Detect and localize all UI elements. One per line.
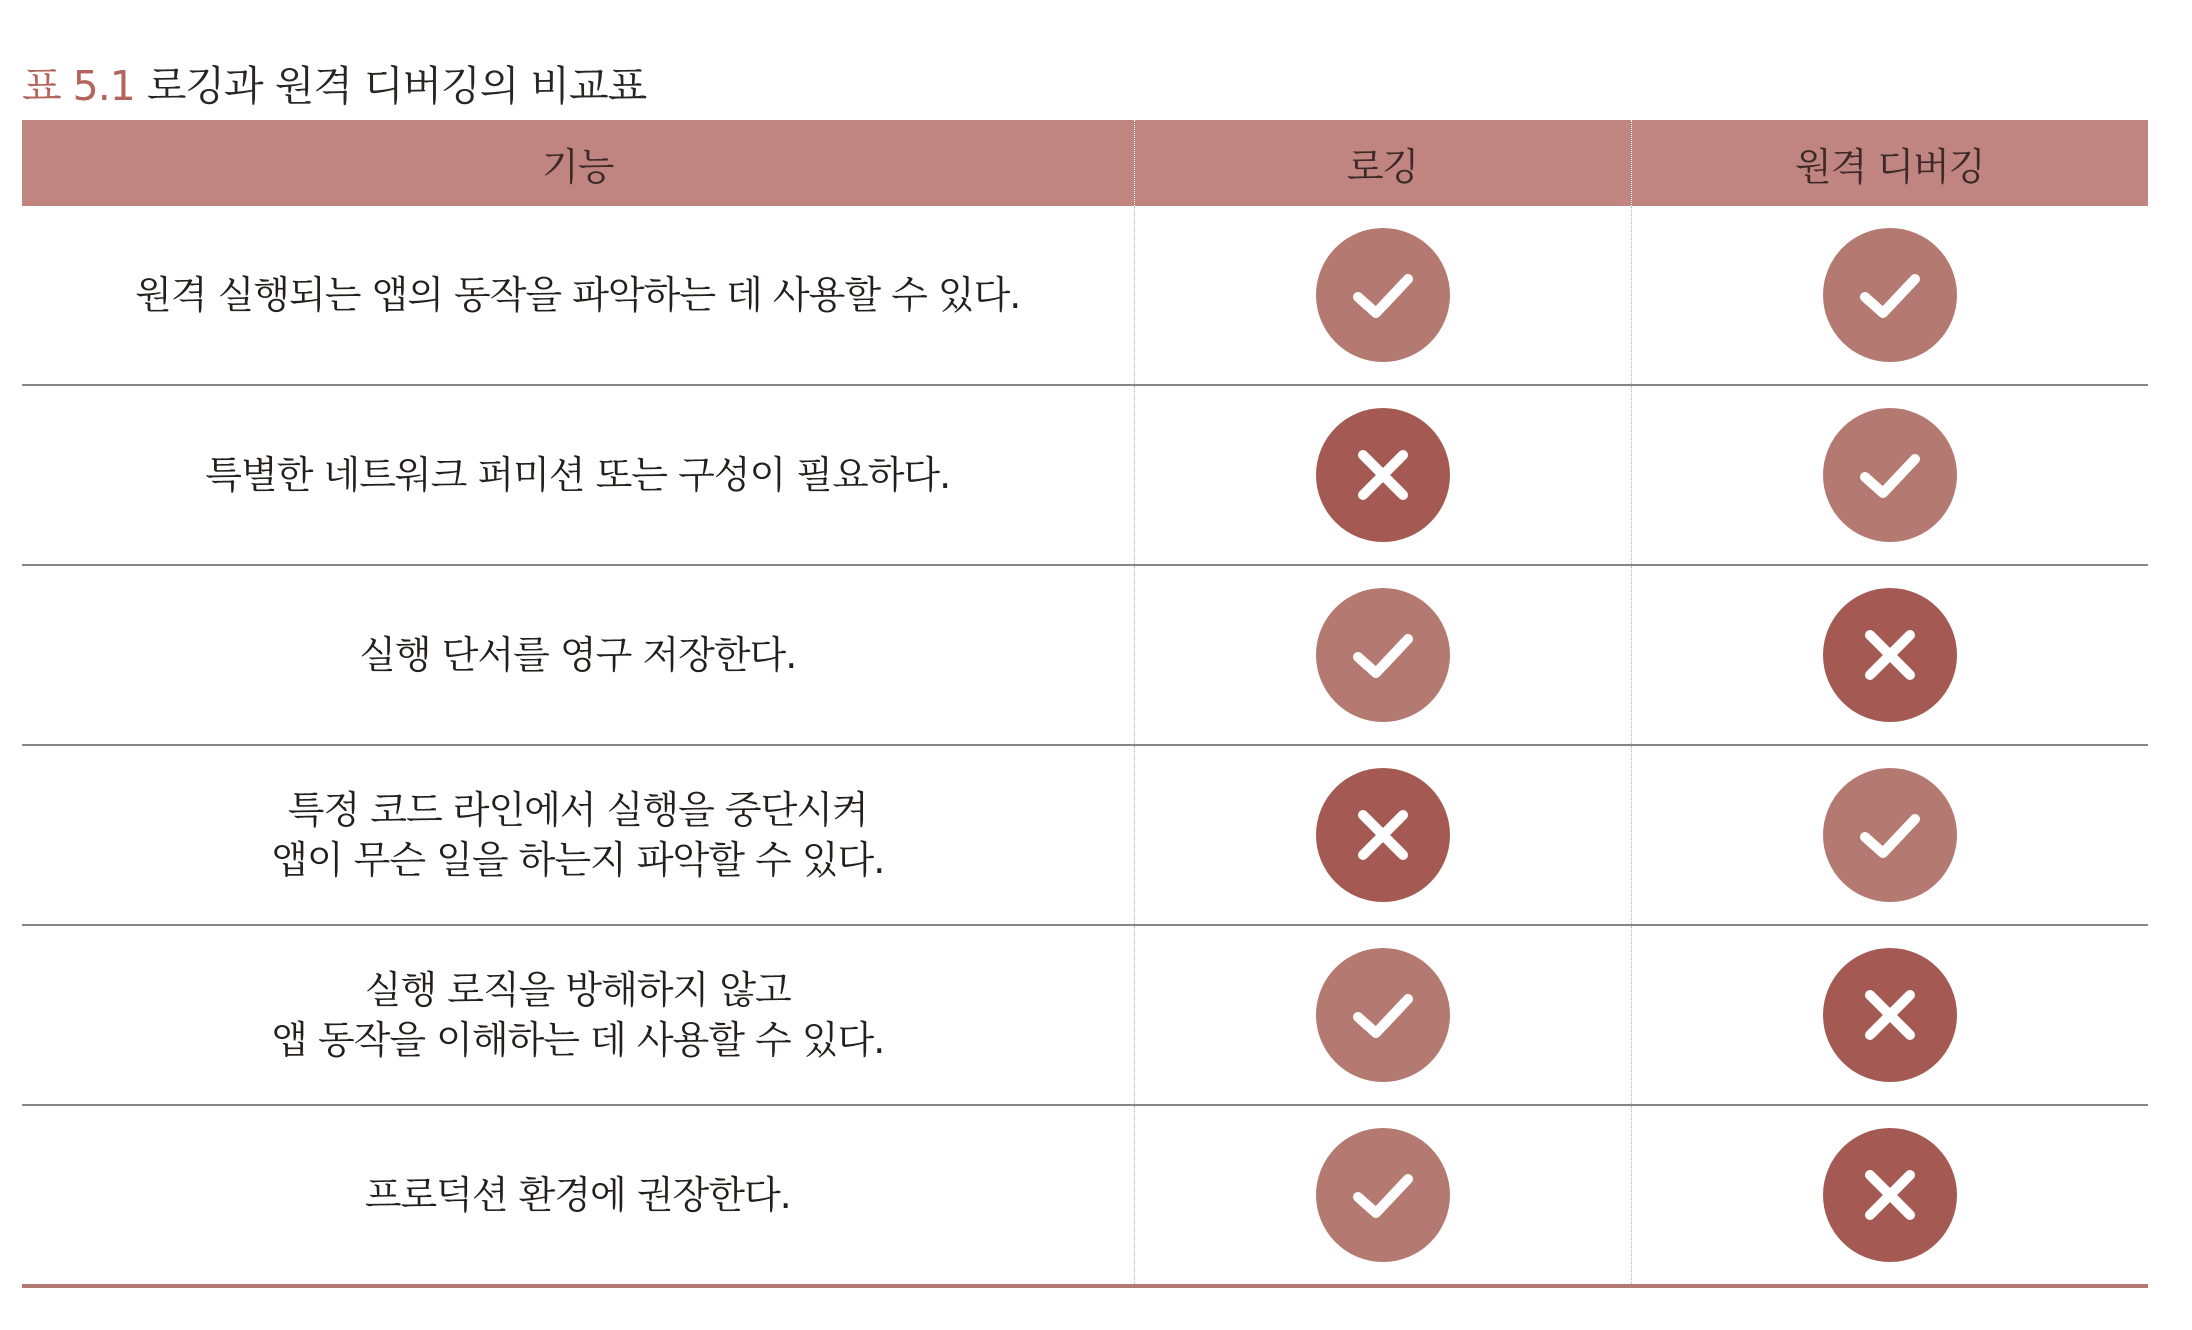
feature-text: 특별한 네트워크 퍼미션 또는 구성이 필요하다.: [205, 453, 951, 497]
table-header-row: [22, 120, 2148, 206]
header-logging: 로깅: [1134, 120, 1631, 206]
logging-mark: [1316, 948, 1450, 1082]
cross-icon: [1348, 800, 1418, 870]
logging-cell: [1134, 1105, 1631, 1286]
feature-cell: [22, 745, 1134, 925]
remote-debugging-cell: [1631, 206, 2148, 385]
feature-cell: [22, 925, 1134, 1105]
header-feature: 기능: [22, 120, 1134, 206]
remote-debugging-cell: [1631, 745, 2148, 925]
cross-icon: [1855, 980, 1925, 1050]
remote-debugging-cell: [1631, 565, 2148, 745]
check-icon: [1855, 800, 1925, 870]
check-icon: [1855, 440, 1925, 510]
check-icon: [1855, 260, 1925, 330]
feature-text: 프로덕션 환경에 권장한다.: [364, 1173, 791, 1217]
remote-debugging-cell: [1631, 925, 2148, 1105]
remote-debugging-mark: [1823, 768, 1957, 902]
feature-text: 특정 코드 라인에서 실행을 중단시켜 앱이 무슨 일을 하는지 파악할 수 있다.: [271, 788, 885, 882]
cross-icon: [1855, 1160, 1925, 1230]
table-row: [22, 1105, 2148, 1286]
caption-label: 표 5.1: [22, 61, 135, 110]
logging-cell: [1134, 925, 1631, 1105]
remote-debugging-mark: [1823, 228, 1957, 362]
caption-title: 로깅과 원격 디버깅의 비교표: [146, 61, 647, 110]
cross-icon: [1855, 620, 1925, 690]
table-row: [22, 385, 2148, 565]
check-icon: [1348, 1160, 1418, 1230]
table-caption: [22, 52, 646, 112]
remote-debugging-cell: [1631, 1105, 2148, 1286]
logging-mark: [1316, 408, 1450, 542]
feature-cell: [22, 385, 1134, 565]
header-remote-debugging: 원격 디버깅: [1631, 120, 2148, 206]
logging-mark: [1316, 1128, 1450, 1262]
feature-text: 실행 로직을 방해하지 않고 앱 동작을 이해하는 데 사용할 수 있다.: [271, 968, 885, 1062]
feature-cell: [22, 206, 1134, 385]
table-row: [22, 925, 2148, 1105]
remote-debugging-mark: [1823, 948, 1957, 1082]
logging-mark: [1316, 228, 1450, 362]
remote-debugging-mark: [1823, 1128, 1957, 1262]
comparison-table: [22, 120, 2148, 1288]
logging-cell: [1134, 206, 1631, 385]
check-icon: [1348, 980, 1418, 1050]
remote-debugging-mark: [1823, 408, 1957, 542]
logging-cell: [1134, 385, 1631, 565]
logging-cell: [1134, 565, 1631, 745]
check-icon: [1348, 260, 1418, 330]
comparison-table-container: [22, 120, 2148, 1288]
feature-text: 원격 실행되는 앱의 동작을 파악하는 데 사용할 수 있다.: [135, 273, 1021, 317]
feature-text: 실행 단서를 영구 저장한다.: [359, 633, 797, 677]
remote-debugging-mark: [1823, 588, 1957, 722]
feature-cell: [22, 565, 1134, 745]
logging-mark: [1316, 768, 1450, 902]
logging-cell: [1134, 745, 1631, 925]
logging-mark: [1316, 588, 1450, 722]
table-row: [22, 206, 2148, 385]
cross-icon: [1348, 440, 1418, 510]
remote-debugging-cell: [1631, 385, 2148, 565]
table-row: [22, 565, 2148, 745]
feature-cell: [22, 1105, 1134, 1286]
table-row: [22, 745, 2148, 925]
check-icon: [1348, 620, 1418, 690]
